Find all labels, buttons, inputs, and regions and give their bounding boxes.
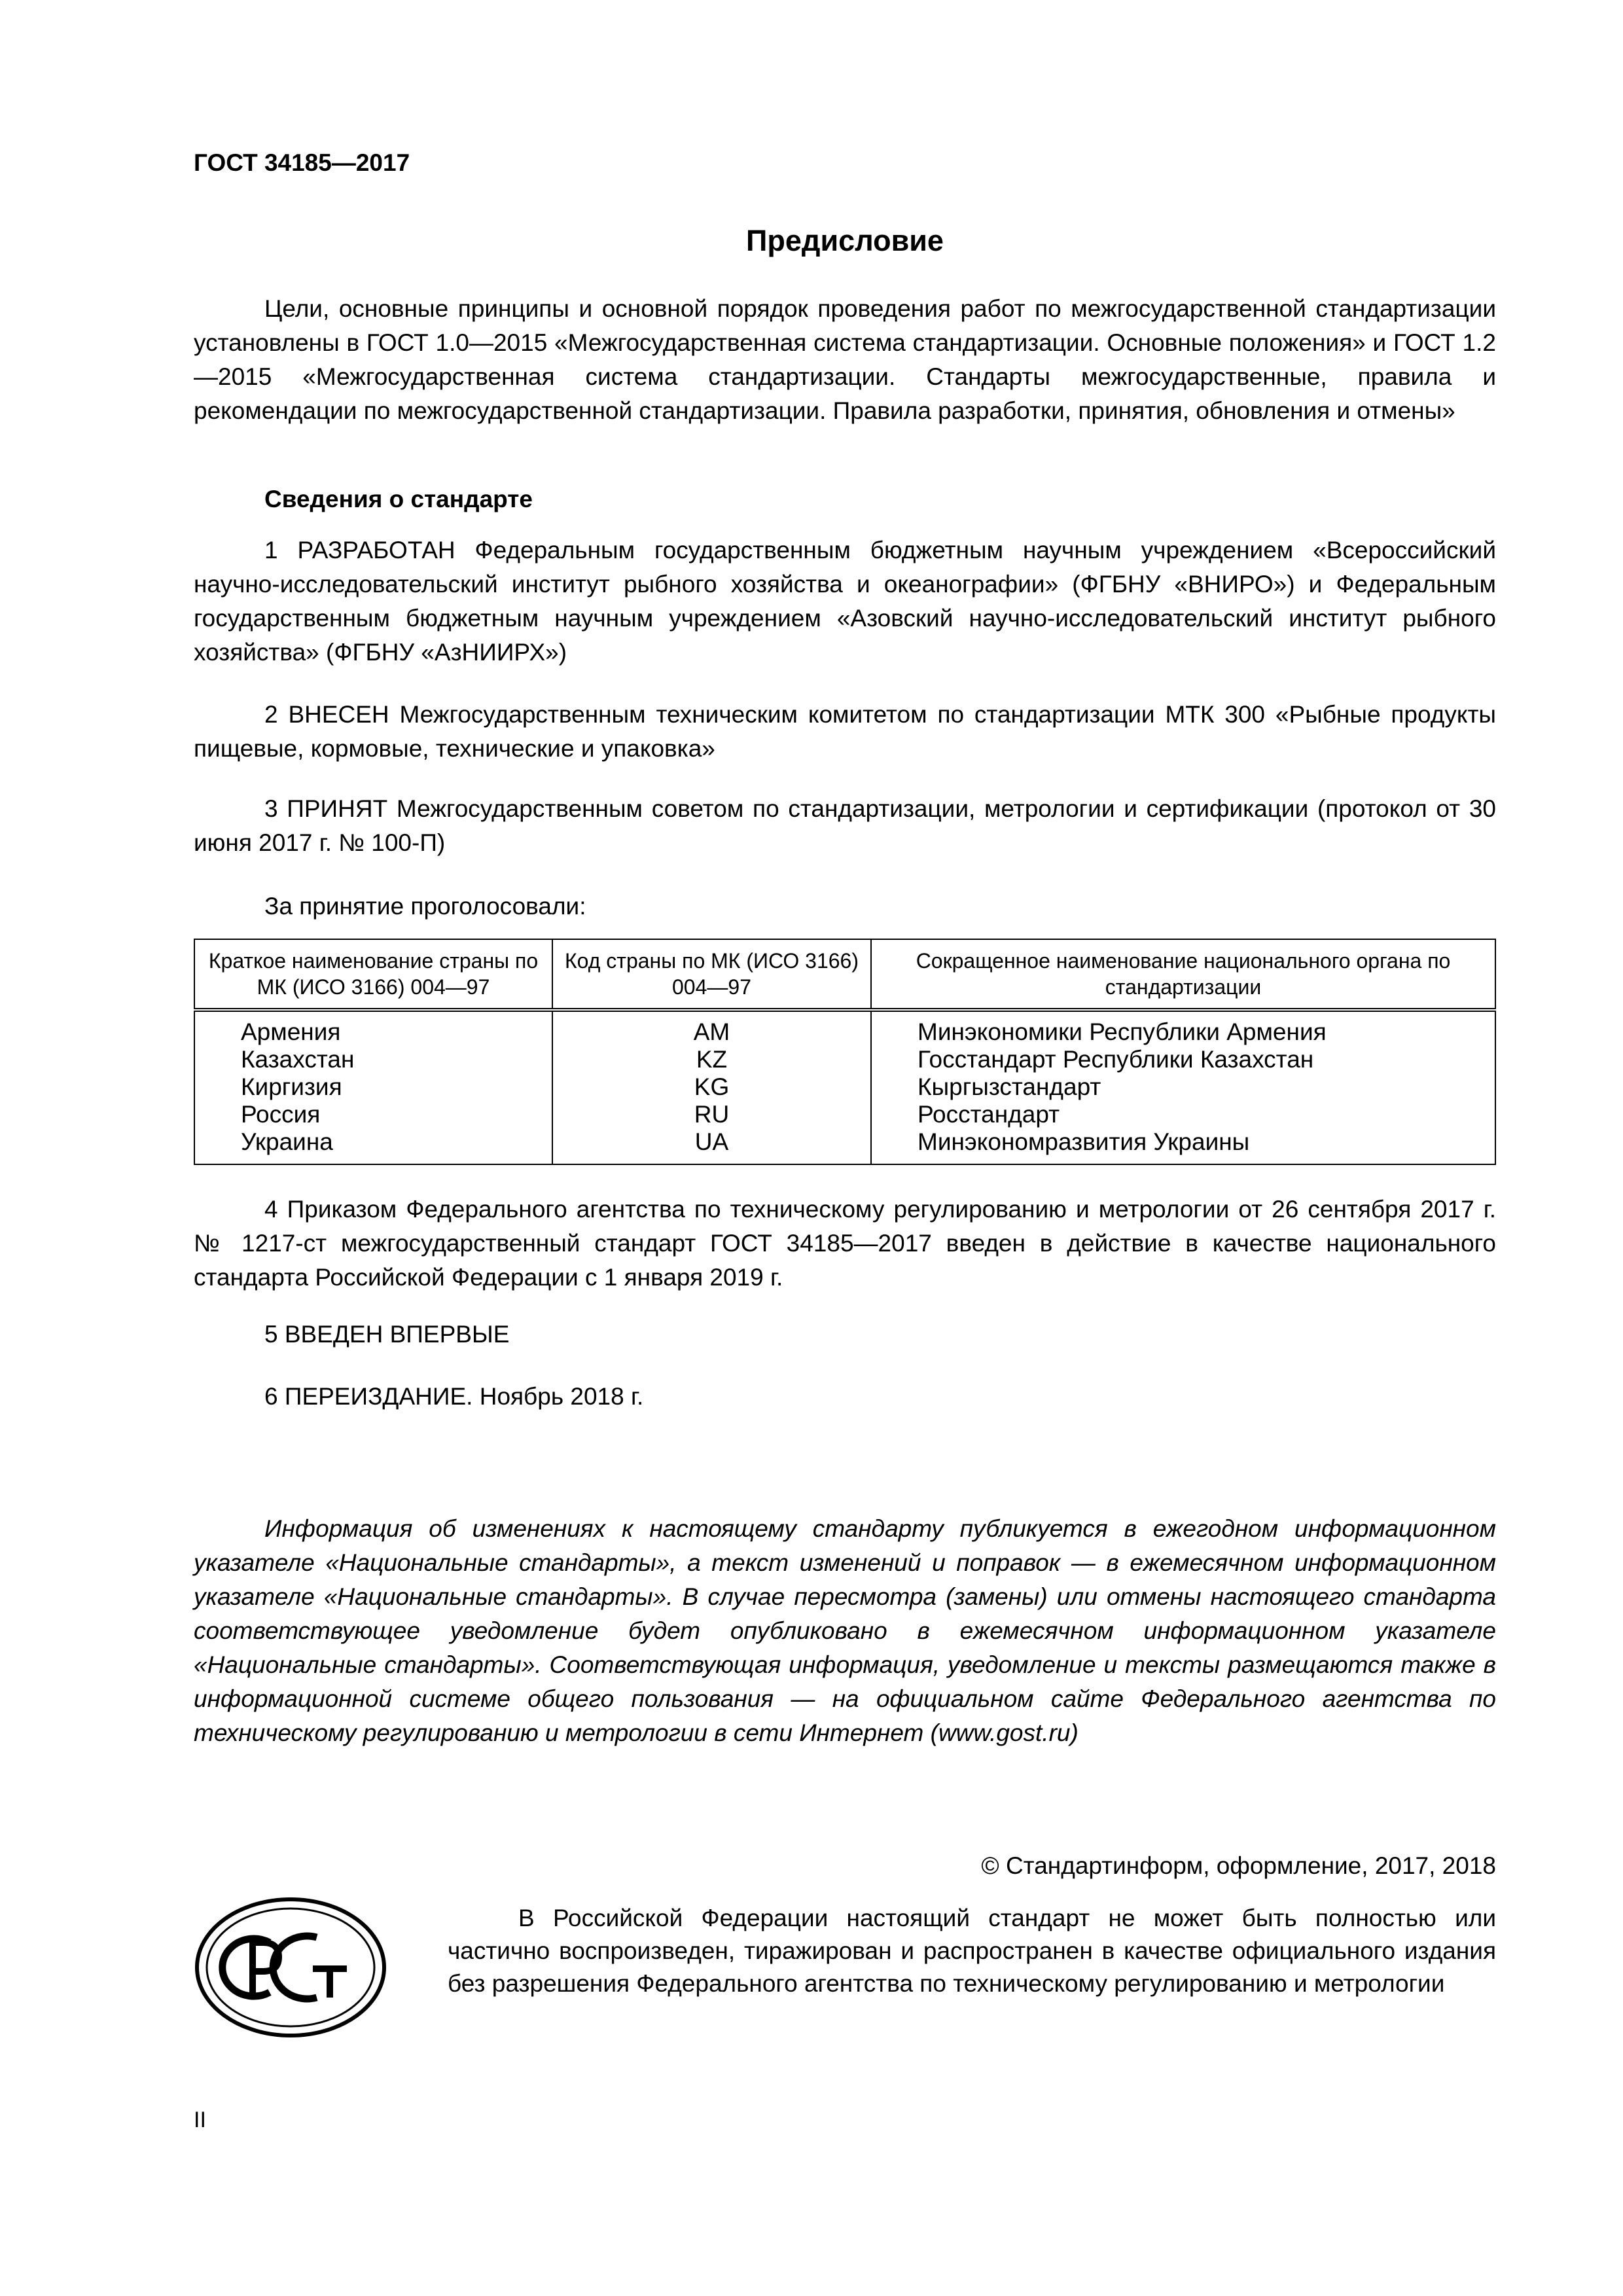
voting-countries-table [194, 939, 1496, 1165]
column-header-country: Краткое наименование страны по МК (ИСО 3166) 004—97 [194, 939, 552, 1010]
country-code-cell: KG [552, 1073, 871, 1101]
info-heading: Сведения о стандарте [264, 486, 533, 512]
country-code-cell: UA [552, 1128, 871, 1164]
item-first-introduced: 5 ВВЕДЕН ВПЕРВЫЕ [264, 1321, 510, 1348]
authority-cell: Росстандарт [871, 1101, 1495, 1128]
vote-label: За принятие проголосовали: [264, 893, 586, 920]
page-number: II [194, 2108, 206, 2132]
country-name-cell: Армения [194, 1010, 552, 1046]
page-title: Предисловие [746, 224, 944, 257]
table-row [194, 1101, 1495, 1128]
table-row [194, 1128, 1495, 1164]
table-row [194, 1046, 1495, 1073]
item-order: 4 Приказом Федерального агентства по техническому регулированию и метрологии от 26 сентября 2017 г. № 1217-ст межгосударственный стандарт ГОСТ 34185—2017 введен в действие в качестве национального стандарта Российской Федерации с 1 января 2019 г. [194, 1196, 1496, 1291]
table-row [194, 1073, 1495, 1101]
table-header-row [194, 939, 1495, 1010]
rst-certification-mark-icon [192, 1895, 389, 2039]
authority-cell: Минэкономразвития Украины [871, 1128, 1495, 1164]
country-code-cell: KZ [552, 1046, 871, 1073]
authority-cell: Госстандарт Республики Казахстан [871, 1046, 1495, 1073]
copyright-line: © Стандартинформ, оформление, 2017, 2018 [981, 1852, 1496, 1879]
item-introduced: 2 ВНЕСЕН Межгосударственным техническим комитетом по стандартизации МТК 300 «Рыбные продукты пищевые, кормовые, технические и упаковка» [194, 701, 1496, 762]
column-header-code: Код страны по МК (ИСО 3166) 004—97 [552, 939, 871, 1010]
changes-info-notice: Информация об изменениях к настоящему стандарту публикуется в ежегодном информационном указателе «Национальные стандарты», а текст изменений и поправок — в ежемесячном информационном указателе «Национальные стандарты». В случае пересмотра (замены) или отмены настоящего стандарта соответствующее уведомление будет опубликовано в ежемесячном информационном указателе «Национальные стандарты». Соответствующая информация, уведомление и тексты размещаются также в информационной системе общего пользования — на официальном сайте Федерального агентства по техническому регулированию и метрологии в сети Интернет (www.gost.ru) [194, 1515, 1496, 1746]
country-name-cell: Россия [194, 1101, 552, 1128]
authority-cell: Кыргызстандарт [871, 1073, 1495, 1101]
authority-cell: Минэкономики Республики Армения [871, 1010, 1495, 1046]
country-code-cell: AM [552, 1010, 871, 1046]
item-adopted: 3 ПРИНЯТ Межгосударственным советом по стандартизации, метрологии и сертификации (протокол от 30 июня 2017 г. № 100-П) [194, 795, 1496, 856]
country-name-cell: Киргизия [194, 1073, 552, 1101]
country-code-cell: RU [552, 1101, 871, 1128]
country-name-cell: Казахстан [194, 1046, 552, 1073]
column-header-authority: Сокращенное наименование национального органа по стандартизации [871, 939, 1495, 1010]
table-row [194, 1010, 1495, 1046]
reproduction-rights-notice: В Российской Федерации настоящий стандарт не может быть полностью или частично воспроизведен, тиражирован и распространен в качестве официального издания без разрешения Федерального агентства по техническому регулированию и метрологии [448, 1905, 1496, 1997]
document-header: ГОСТ 34185—2017 [194, 149, 410, 176]
item-developed: 1 РАЗРАБОТАН Федеральным государственным бюджетным научным учреждением «Всероссийский научно-исследовательский институт рыбного хозяйства и океанографии» (ФГБНУ «ВНИРО») и Федеральным государственным бюджетным научным учреждением «Азовский научно-исследовательский институт рыбного хозяйства» (ФГБНУ «АзНИИРХ») [194, 537, 1496, 666]
item-reissue: 6 ПЕРЕИЗДАНИЕ. Ноябрь 2018 г. [264, 1383, 644, 1410]
intro-paragraph: Цели, основные принципы и основной порядок проведения работ по межгосударственной стандартизации установлены в ГОСТ 1.0—2015 «Межгосударственная система стандартизации. Основные положения» и ГОСТ 1.2—2015 «Межгосударственная система стандартизации. Стандарты межгосударственные, правила и рекомендации по межгосударственной стандартизации. Правила разработки, принятия, обновления и отмены» [194, 295, 1496, 424]
country-name-cell: Украина [194, 1128, 552, 1164]
